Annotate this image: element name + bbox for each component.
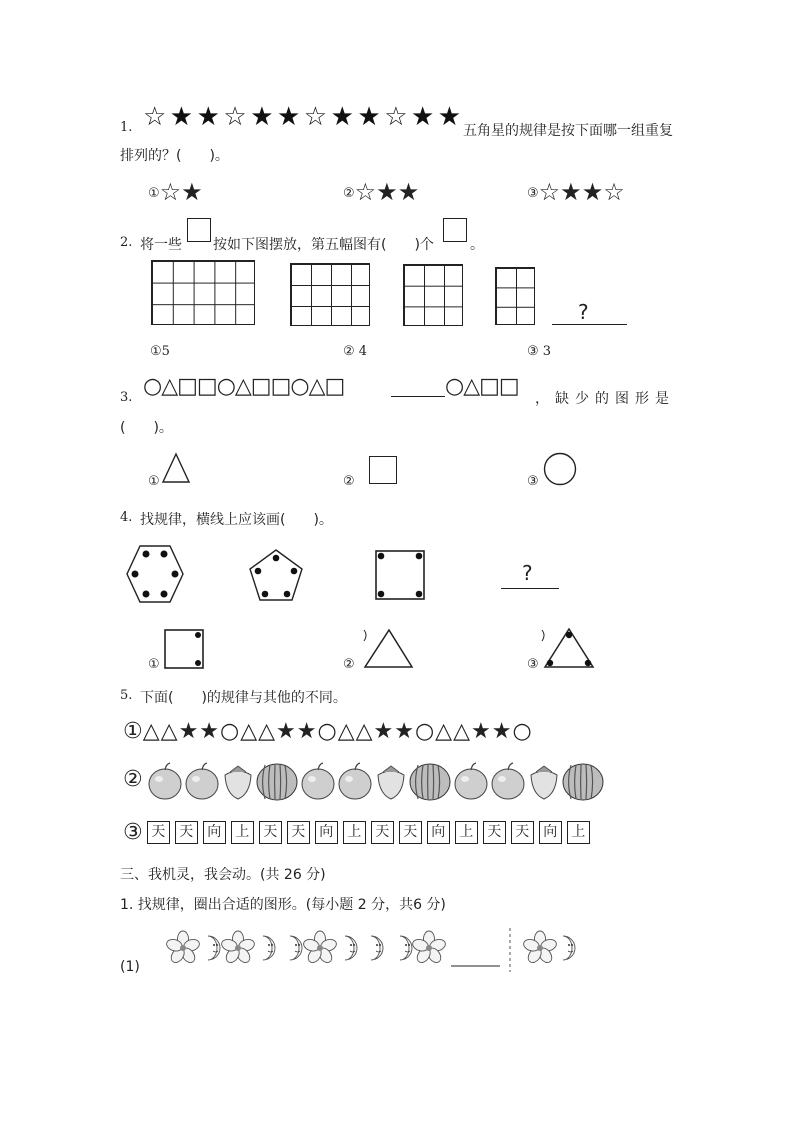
char-box: 向	[315, 821, 338, 844]
char-box: 天	[371, 821, 394, 844]
char-box: 上	[343, 821, 366, 844]
q4-number: 4.	[120, 510, 133, 525]
char-box: 天	[511, 821, 534, 844]
option-label: ③	[527, 657, 539, 672]
char-box: 向	[203, 821, 226, 844]
star-glyphs: ☆★★	[354, 178, 420, 206]
watermelon-icon	[257, 764, 297, 800]
q4-text: 找规律，横线上应该画( )。	[140, 512, 333, 528]
char-box: 向	[539, 821, 562, 844]
q2-option-3[interactable]: ③ 3	[527, 344, 552, 359]
apple-icon	[302, 763, 334, 799]
q3-blank-line	[391, 396, 445, 397]
triangle-icon	[361, 627, 417, 671]
watermelon-icon	[410, 764, 450, 800]
q2-text-a: 将一些	[140, 237, 182, 253]
option-label: ②	[343, 186, 355, 201]
q2-answer-line	[552, 324, 627, 325]
hollow-star-icon: ☆	[303, 102, 328, 132]
square-icon	[187, 218, 211, 242]
hexagon-six-dots	[125, 543, 185, 605]
hollow-star-icon: ☆	[384, 102, 408, 132]
section3-sub1: (1)	[120, 959, 140, 975]
filled-star-icon: ★	[250, 102, 274, 132]
q1-text: 五角星的规律是按下面哪一组重复	[463, 123, 673, 139]
q1-option-1[interactable]	[148, 178, 203, 206]
row-label: ①	[123, 719, 143, 744]
apple-icon	[492, 763, 524, 799]
q5-number: 5.	[120, 688, 133, 703]
char-box: 上	[455, 821, 478, 844]
char-sequence	[147, 825, 595, 841]
row-label: ②	[123, 767, 143, 792]
apple-icon	[149, 763, 181, 799]
grid-2x3	[495, 267, 535, 325]
char-box: 天	[399, 821, 422, 844]
q3-text-b: ( )。	[120, 420, 173, 436]
q2-question-mark: ?	[578, 300, 589, 324]
q5-row-2[interactable]	[123, 761, 643, 803]
q5-text: 下面( )的规律与其他的不同。	[140, 690, 347, 706]
square-icon	[369, 456, 397, 484]
flower-moon-sequence	[163, 928, 633, 978]
apple-icon	[339, 763, 371, 799]
square-two-dots-icon	[163, 627, 207, 671]
shape-sequence: △△★★○△△★★○△△★★○△△★★○	[142, 719, 533, 744]
filled-star-icon: ★	[330, 102, 354, 132]
triangle-icon	[161, 452, 191, 484]
char-box: 上	[231, 821, 254, 844]
grid-3x3	[403, 264, 463, 326]
q1-option-3[interactable]	[527, 178, 625, 206]
option-label: ③	[527, 186, 539, 201]
option-label: ③	[527, 474, 539, 489]
filled-star-icon: ★	[437, 102, 462, 132]
q2-text-c: 。	[470, 237, 484, 253]
q1-number: 1.	[120, 120, 133, 135]
char-box: 天	[483, 821, 506, 844]
pentagon-five-dots	[248, 548, 304, 604]
square-four-dots	[374, 549, 426, 601]
char-box: 天	[259, 821, 282, 844]
fruit-sequence	[148, 761, 648, 803]
q1-text-cont: 排列的？( )。	[120, 148, 229, 164]
section-heading: 三、我机灵，我会动。(共 26 分)	[120, 867, 326, 883]
watermelon-icon	[563, 764, 603, 800]
char-box: 上	[567, 821, 590, 844]
q1-option-2[interactable]	[343, 178, 419, 206]
char-box: 天	[175, 821, 198, 844]
q2-option-2[interactable]: ② 4	[343, 344, 368, 359]
q4-answer-line	[501, 588, 559, 589]
char-box: 天	[147, 821, 170, 844]
star-glyphs: ☆★	[159, 178, 203, 206]
q5-row-3[interactable]	[123, 820, 595, 845]
triangle-three-dots-icon	[539, 627, 597, 671]
q3-text-a: ，缺少的图形是	[535, 391, 675, 407]
q2-text-b: 按如下图摆放，第五幅图有( )个	[213, 237, 434, 253]
q4-question-mark: ?	[522, 561, 533, 585]
filled-star-icon: ★	[169, 102, 194, 132]
filled-star-icon: ★	[357, 102, 381, 132]
strawberry-icon	[531, 766, 557, 799]
apple-icon	[455, 763, 487, 799]
apple-icon	[186, 763, 218, 799]
circle-icon	[543, 452, 577, 486]
grid-4x3	[290, 263, 370, 326]
char-box: 天	[287, 821, 310, 844]
grid-5x3	[151, 260, 255, 325]
option-label: ①	[148, 186, 160, 201]
hollow-star-icon: ☆	[143, 102, 167, 132]
option-label: ①	[148, 657, 160, 672]
char-box: 向	[427, 821, 450, 844]
filled-star-icon: ★	[196, 102, 220, 132]
strawberry-icon	[225, 766, 251, 799]
section3-q1: 1. 找规律，圈出合适的图形。(每小题 2 分，共6 分)	[120, 897, 446, 913]
square-icon	[443, 218, 467, 242]
filled-star-icon: ★	[277, 102, 301, 132]
option-label: ①	[148, 474, 160, 489]
option-label: ②	[343, 657, 355, 672]
q2-option-1[interactable]: ①5	[150, 344, 170, 359]
q5-row-1[interactable]	[123, 719, 533, 744]
q3-shape-sequence-b: ○△□□	[445, 374, 519, 399]
filled-star-icon: ★	[411, 102, 435, 132]
strawberry-icon	[378, 766, 404, 799]
q2-number: 2.	[120, 235, 133, 250]
option-label: ②	[343, 474, 355, 489]
row-label: ③	[123, 820, 143, 845]
star-glyphs: ☆★★☆	[538, 178, 625, 206]
hollow-star-icon: ☆	[223, 102, 247, 132]
q3-number: 3.	[120, 390, 133, 405]
q3-shape-sequence-a: ○△□□○△□□○△□	[143, 374, 345, 399]
